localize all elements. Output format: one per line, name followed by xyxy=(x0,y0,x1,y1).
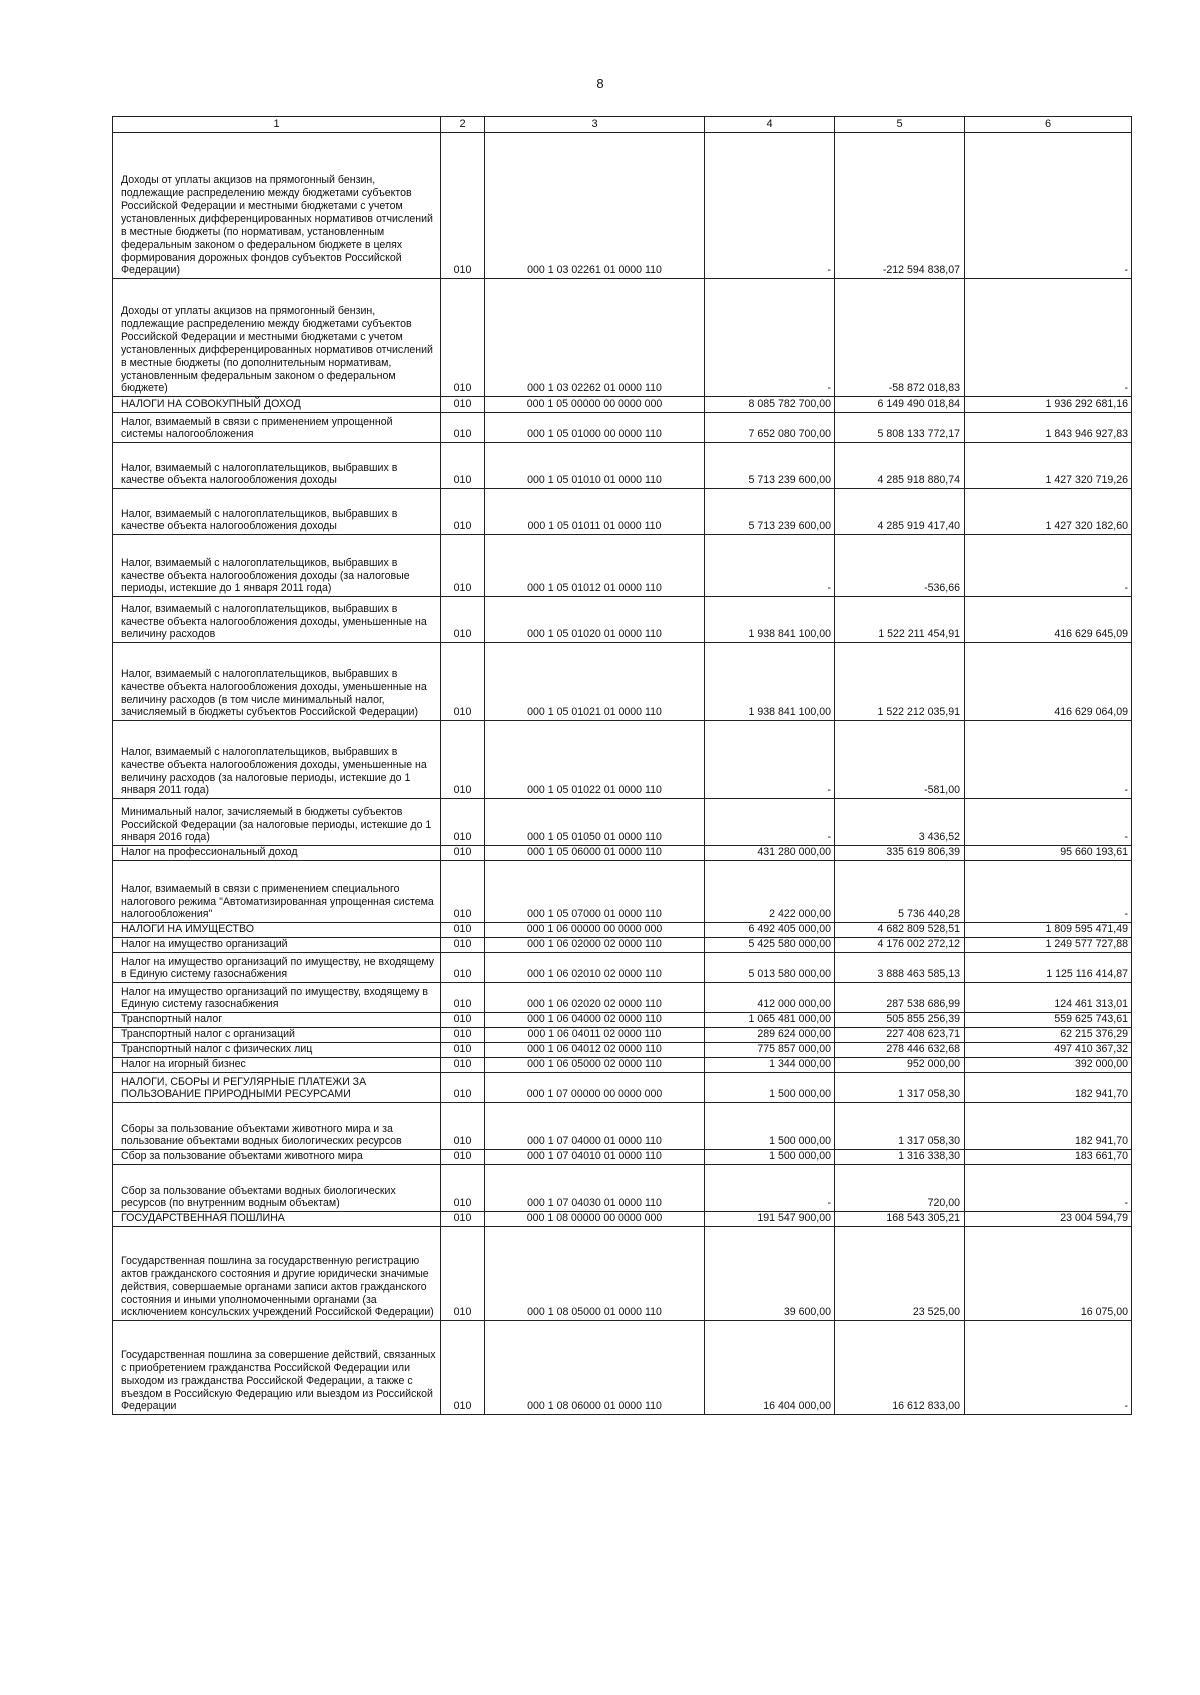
row-col5-value: 6 149 490 018,84 xyxy=(835,397,965,413)
row-line-code: 010 xyxy=(441,597,485,643)
row-col5-value: 1 522 212 035,91 xyxy=(835,643,965,721)
row-col5-value: 505 855 256,39 xyxy=(835,1013,965,1028)
row-name: Сбор за пользование объектами животного мира xyxy=(113,1150,441,1165)
row-col4-value: 39 600,00 xyxy=(705,1227,835,1321)
table-row xyxy=(113,1165,1132,1212)
table-row xyxy=(113,643,1132,721)
row-col6-value: 1 249 577 727,88 xyxy=(965,938,1132,953)
row-line-code: 010 xyxy=(441,983,485,1013)
page-number: 8 xyxy=(596,76,604,91)
row-col5-value: -58 872 018,83 xyxy=(835,279,965,397)
row-name: НАЛОГИ НА ИМУЩЕСТВО xyxy=(113,923,441,938)
row-budget-code: 000 1 06 04012 02 0000 110 xyxy=(485,1043,705,1058)
row-col6-value: 183 661,70 xyxy=(965,1150,1132,1165)
row-name: Транспортный налог с физических лиц xyxy=(113,1043,441,1058)
row-col4-value: 6 492 405 000,00 xyxy=(705,923,835,938)
row-col5-value: 1 522 211 454,91 xyxy=(835,597,965,643)
table-row xyxy=(113,1013,1132,1028)
row-col5-value: 335 619 806,39 xyxy=(835,846,965,861)
row-col6-value: - xyxy=(965,133,1132,279)
row-col4-value: 5 713 239 600,00 xyxy=(705,489,835,535)
row-col4-value: 16 404 000,00 xyxy=(705,1321,835,1415)
row-line-code: 010 xyxy=(441,1103,485,1150)
table-row xyxy=(113,983,1132,1013)
row-line-code: 010 xyxy=(441,643,485,721)
row-col4-value: 1 500 000,00 xyxy=(705,1150,835,1165)
row-line-code: 010 xyxy=(441,721,485,799)
row-line-code: 010 xyxy=(441,1227,485,1321)
table-row xyxy=(113,1150,1132,1165)
table-row xyxy=(113,846,1132,861)
row-budget-code: 000 1 06 04011 02 0000 110 xyxy=(485,1028,705,1043)
row-name: Доходы от уплаты акцизов на прямогонный бензин, подлежащие распределению между бюджетами субъектов Российской Федерации и местными бюджетами с учетом установленных дифференцированных нормативов отчислений в местные бюджеты (по дополнительным нормативам, установленным федеральным законом о федеральном бюджете) xyxy=(113,279,441,397)
row-name: Налог на имущество организаций по имуществу, входящему в Единую систему газоснабжения xyxy=(113,983,441,1013)
row-col6-value: - xyxy=(965,279,1132,397)
row-col4-value: 431 280 000,00 xyxy=(705,846,835,861)
row-col6-value: 1 125 116 414,87 xyxy=(965,953,1132,983)
table-row xyxy=(113,923,1132,938)
row-line-code: 010 xyxy=(441,1073,485,1103)
row-col4-value: 7 652 080 700,00 xyxy=(705,413,835,443)
row-col4-value: 412 000 000,00 xyxy=(705,983,835,1013)
row-line-code: 010 xyxy=(441,1058,485,1073)
row-col4-value: - xyxy=(705,279,835,397)
row-col5-value: 168 543 305,21 xyxy=(835,1212,965,1227)
row-budget-code: 000 1 03 02262 01 0000 110 xyxy=(485,279,705,397)
row-col6-value: 124 461 313,01 xyxy=(965,983,1132,1013)
row-col5-value: -536,66 xyxy=(835,535,965,597)
table-header-row xyxy=(113,117,1132,133)
row-name: Налог, взимаемый с налогоплательщиков, выбравших в качестве объекта налогообложения доходы, уменьшенные на величину расходов xyxy=(113,597,441,643)
row-col5-value: 5 736 440,28 xyxy=(835,861,965,923)
row-col6-value: 1 427 320 182,60 xyxy=(965,489,1132,535)
row-name: Государственная пошлина за совершение действий, связанных с приобретением гражданства Российской Федерации или выходом из гражданства Российской Федерации, а также с въездом в Российскую Федерацию или выездом из Российской Федерации xyxy=(113,1321,441,1415)
row-col5-value: 4 682 809 528,51 xyxy=(835,923,965,938)
row-col4-value: 1 500 000,00 xyxy=(705,1103,835,1150)
row-col5-value: 4 285 918 880,74 xyxy=(835,443,965,489)
row-budget-code: 000 1 05 01020 01 0000 110 xyxy=(485,597,705,643)
row-col5-value: 16 612 833,00 xyxy=(835,1321,965,1415)
row-col6-value: 1 427 320 719,26 xyxy=(965,443,1132,489)
row-col4-value: 775 857 000,00 xyxy=(705,1043,835,1058)
table-row xyxy=(113,861,1132,923)
table-row xyxy=(113,413,1132,443)
row-col5-value: 1 317 058,30 xyxy=(835,1103,965,1150)
header-cell: 3 xyxy=(485,117,705,133)
row-col4-value: 191 547 900,00 xyxy=(705,1212,835,1227)
row-col4-value: - xyxy=(705,535,835,597)
row-budget-code: 000 1 07 04010 01 0000 110 xyxy=(485,1150,705,1165)
row-col5-value: 287 538 686,99 xyxy=(835,983,965,1013)
table-row xyxy=(113,1028,1132,1043)
row-col4-value: 5 425 580 000,00 xyxy=(705,938,835,953)
row-budget-code: 000 1 08 00000 00 0000 000 xyxy=(485,1212,705,1227)
row-col4-value: 5 013 580 000,00 xyxy=(705,953,835,983)
row-name: Налог, взимаемый с налогоплательщиков, выбравших в качестве объекта налогообложения доходы (за налоговые периоды, истекшие до 1 января 2011 года) xyxy=(113,535,441,597)
table-row xyxy=(113,535,1132,597)
row-line-code: 010 xyxy=(441,1321,485,1415)
row-line-code: 010 xyxy=(441,1028,485,1043)
table-row xyxy=(113,1058,1132,1073)
table-row xyxy=(113,799,1132,846)
row-name: НАЛОГИ НА СОВОКУПНЫЙ ДОХОД xyxy=(113,397,441,413)
row-budget-code: 000 1 06 02020 02 0000 110 xyxy=(485,983,705,1013)
row-name: Сбор за пользование объектами водных биологических ресурсов (по внутренним водным объектам) xyxy=(113,1165,441,1212)
row-budget-code: 000 1 08 06000 01 0000 110 xyxy=(485,1321,705,1415)
row-col6-value: 182 941,70 xyxy=(965,1103,1132,1150)
row-line-code: 010 xyxy=(441,535,485,597)
row-budget-code: 000 1 05 01011 01 0000 110 xyxy=(485,489,705,535)
table-row xyxy=(113,938,1132,953)
row-line-code: 010 xyxy=(441,1150,485,1165)
row-col6-value: 416 629 064,09 xyxy=(965,643,1132,721)
row-col5-value: -212 594 838,07 xyxy=(835,133,965,279)
row-name: ГОСУДАРСТВЕННАЯ ПОШЛИНА xyxy=(113,1212,441,1227)
row-col4-value: - xyxy=(705,133,835,279)
row-col4-value: 2 422 000,00 xyxy=(705,861,835,923)
row-line-code: 010 xyxy=(441,953,485,983)
table-body xyxy=(113,117,1132,1415)
table-row xyxy=(113,597,1132,643)
row-col5-value: 1 317 058,30 xyxy=(835,1073,965,1103)
table-row xyxy=(113,721,1132,799)
row-budget-code: 000 1 06 05000 02 0000 110 xyxy=(485,1058,705,1073)
header-cell: 1 xyxy=(113,117,441,133)
row-col5-value: 3 436,52 xyxy=(835,799,965,846)
table-row xyxy=(113,1043,1132,1058)
row-line-code: 010 xyxy=(441,133,485,279)
row-line-code: 010 xyxy=(441,923,485,938)
row-col6-value: 392 000,00 xyxy=(965,1058,1132,1073)
row-name: Налог на имущество организаций xyxy=(113,938,441,953)
row-col5-value: 4 176 002 272,12 xyxy=(835,938,965,953)
row-line-code: 010 xyxy=(441,799,485,846)
row-budget-code: 000 1 05 01022 01 0000 110 xyxy=(485,721,705,799)
row-budget-code: 000 1 05 01050 01 0000 110 xyxy=(485,799,705,846)
header-cell: 5 xyxy=(835,117,965,133)
row-col6-value: 559 625 743,61 xyxy=(965,1013,1132,1028)
row-col5-value: 23 525,00 xyxy=(835,1227,965,1321)
row-col6-value: 1 809 595 471,49 xyxy=(965,923,1132,938)
row-col6-value: 1 843 946 927,83 xyxy=(965,413,1132,443)
table-row xyxy=(113,443,1132,489)
row-col6-value: 62 215 376,29 xyxy=(965,1028,1132,1043)
row-line-code: 010 xyxy=(441,413,485,443)
row-budget-code: 000 1 03 02261 01 0000 110 xyxy=(485,133,705,279)
row-line-code: 010 xyxy=(441,489,485,535)
row-budget-code: 000 1 07 04030 01 0000 110 xyxy=(485,1165,705,1212)
row-col4-value: 1 344 000,00 xyxy=(705,1058,835,1073)
row-col6-value: 182 941,70 xyxy=(965,1073,1132,1103)
row-budget-code: 000 1 05 01000 00 0000 110 xyxy=(485,413,705,443)
row-budget-code: 000 1 07 04000 01 0000 110 xyxy=(485,1103,705,1150)
row-col6-value: 416 629 645,09 xyxy=(965,597,1132,643)
row-budget-code: 000 1 05 01012 01 0000 110 xyxy=(485,535,705,597)
row-name: Транспортный налог xyxy=(113,1013,441,1028)
row-budget-code: 000 1 08 05000 01 0000 110 xyxy=(485,1227,705,1321)
row-name: Налог, взимаемый в связи с применением специального налогового режима "Автоматизированная упрощенная система налогообложения" xyxy=(113,861,441,923)
row-budget-code: 000 1 05 00000 00 0000 000 xyxy=(485,397,705,413)
row-name: Налог, взимаемый в связи с применением упрощенной системы налогообложения xyxy=(113,413,441,443)
row-col5-value: 227 408 623,71 xyxy=(835,1028,965,1043)
row-col6-value: 23 004 594,79 xyxy=(965,1212,1132,1227)
row-name: Государственная пошлина за государственную регистрацию актов гражданского состояния и другие юридически значимые действия, совершаемые органами записи актов гражданского состояния и иными уполномоченными органами (за исключением консульских учреждений Российской Федерации) xyxy=(113,1227,441,1321)
row-name: Налог, взимаемый с налогоплательщиков, выбравших в качестве объекта налогообложения доходы, уменьшенные на величину расходов (за налоговые периоды, истекшие до 1 января 2011 года) xyxy=(113,721,441,799)
table-row xyxy=(113,1212,1132,1227)
table-row xyxy=(113,397,1132,413)
row-col6-value: - xyxy=(965,721,1132,799)
row-name: Налог, взимаемый с налогоплательщиков, выбравших в качестве объекта налогообложения доходы xyxy=(113,443,441,489)
row-name: Транспортный налог с организаций xyxy=(113,1028,441,1043)
row-line-code: 010 xyxy=(441,846,485,861)
row-col6-value: 95 660 193,61 xyxy=(965,846,1132,861)
row-name: Налог на имущество организаций по имуществу, не входящему в Единую систему газоснабжения xyxy=(113,953,441,983)
row-line-code: 010 xyxy=(441,1013,485,1028)
row-budget-code: 000 1 05 01010 01 0000 110 xyxy=(485,443,705,489)
row-col6-value: - xyxy=(965,1165,1132,1212)
row-col4-value: 8 085 782 700,00 xyxy=(705,397,835,413)
row-name: Налог, взимаемый с налогоплательщиков, выбравших в качестве объекта налогообложения доходы, уменьшенные на величину расходов (в том числе минимальный налог, зачисляемый в бюджеты субъектов Российской Федерации) xyxy=(113,643,441,721)
row-col4-value: 1 938 841 100,00 xyxy=(705,643,835,721)
row-col6-value: - xyxy=(965,1321,1132,1415)
row-line-code: 010 xyxy=(441,397,485,413)
row-col4-value: - xyxy=(705,721,835,799)
row-col6-value: - xyxy=(965,799,1132,846)
row-col5-value: 1 316 338,30 xyxy=(835,1150,965,1165)
row-line-code: 010 xyxy=(441,1165,485,1212)
row-col5-value: -581,00 xyxy=(835,721,965,799)
row-col4-value: 1 500 000,00 xyxy=(705,1073,835,1103)
row-budget-code: 000 1 05 06000 01 0000 110 xyxy=(485,846,705,861)
row-name: Налог на игорный бизнес xyxy=(113,1058,441,1073)
row-col5-value: 952 000,00 xyxy=(835,1058,965,1073)
row-col6-value: 497 410 367,32 xyxy=(965,1043,1132,1058)
row-name: Налог, взимаемый с налогоплательщиков, выбравших в качестве объекта налогообложения доходы xyxy=(113,489,441,535)
table-row xyxy=(113,489,1132,535)
row-col6-value: 16 075,00 xyxy=(965,1227,1132,1321)
row-col6-value: - xyxy=(965,535,1132,597)
row-col4-value: 1 938 841 100,00 xyxy=(705,597,835,643)
row-col4-value: - xyxy=(705,1165,835,1212)
row-line-code: 010 xyxy=(441,279,485,397)
table-row xyxy=(113,1073,1132,1103)
header-cell: 4 xyxy=(705,117,835,133)
row-budget-code: 000 1 06 04000 02 0000 110 xyxy=(485,1013,705,1028)
table-row xyxy=(113,1227,1132,1321)
row-name: НАЛОГИ, СБОРЫ И РЕГУЛЯРНЫЕ ПЛАТЕЖИ ЗА ПОЛЬЗОВАНИЕ ПРИРОДНЫМИ РЕСУРСАМИ xyxy=(113,1073,441,1103)
row-col4-value: 5 713 239 600,00 xyxy=(705,443,835,489)
table-row xyxy=(113,1103,1132,1150)
row-col4-value: 1 065 481 000,00 xyxy=(705,1013,835,1028)
row-col4-value: 289 624 000,00 xyxy=(705,1028,835,1043)
row-budget-code: 000 1 06 00000 00 0000 000 xyxy=(485,923,705,938)
row-line-code: 010 xyxy=(441,861,485,923)
row-col5-value: 278 446 632,68 xyxy=(835,1043,965,1058)
row-line-code: 010 xyxy=(441,938,485,953)
row-col5-value: 720,00 xyxy=(835,1165,965,1212)
row-line-code: 010 xyxy=(441,1043,485,1058)
table-row xyxy=(113,953,1132,983)
row-col5-value: 3 888 463 585,13 xyxy=(835,953,965,983)
row-budget-code: 000 1 07 00000 00 0000 000 xyxy=(485,1073,705,1103)
header-cell: 6 xyxy=(965,117,1132,133)
row-line-code: 010 xyxy=(441,443,485,489)
row-col4-value: - xyxy=(705,799,835,846)
row-name: Налог на профессиональный доход xyxy=(113,846,441,861)
row-name: Сборы за пользование объектами животного мира и за пользование объектами водных биологических ресурсов xyxy=(113,1103,441,1150)
row-name: Доходы от уплаты акцизов на прямогонный бензин, подлежащие распределению между бюджетами субъектов Российской Федерации и местными бюджетами с учетом установленных дифференцированных нормативов отчислений в местные бюджеты (по нормативам, установленным федеральным законом о федеральном бюджете в целях формирования дорожных фондов субъектов Российской Федерации) xyxy=(113,133,441,279)
row-col6-value: 1 936 292 681,16 xyxy=(965,397,1132,413)
row-col5-value: 5 808 133 772,17 xyxy=(835,413,965,443)
row-budget-code: 000 1 05 01021 01 0000 110 xyxy=(485,643,705,721)
row-budget-code: 000 1 05 07000 01 0000 110 xyxy=(485,861,705,923)
row-budget-code: 000 1 06 02000 02 0000 110 xyxy=(485,938,705,953)
table-row xyxy=(113,279,1132,397)
row-col6-value: - xyxy=(965,861,1132,923)
row-name: Минимальный налог, зачисляемый в бюджеты субъектов Российской Федерации (за налоговые периоды, истекшие до 1 января 2016 года) xyxy=(113,799,441,846)
header-cell: 2 xyxy=(441,117,485,133)
table-row xyxy=(113,133,1132,279)
row-col5-value: 4 285 919 417,40 xyxy=(835,489,965,535)
table-row xyxy=(113,1321,1132,1415)
revenue-table xyxy=(112,116,1132,1415)
row-budget-code: 000 1 06 02010 02 0000 110 xyxy=(485,953,705,983)
row-line-code: 010 xyxy=(441,1212,485,1227)
